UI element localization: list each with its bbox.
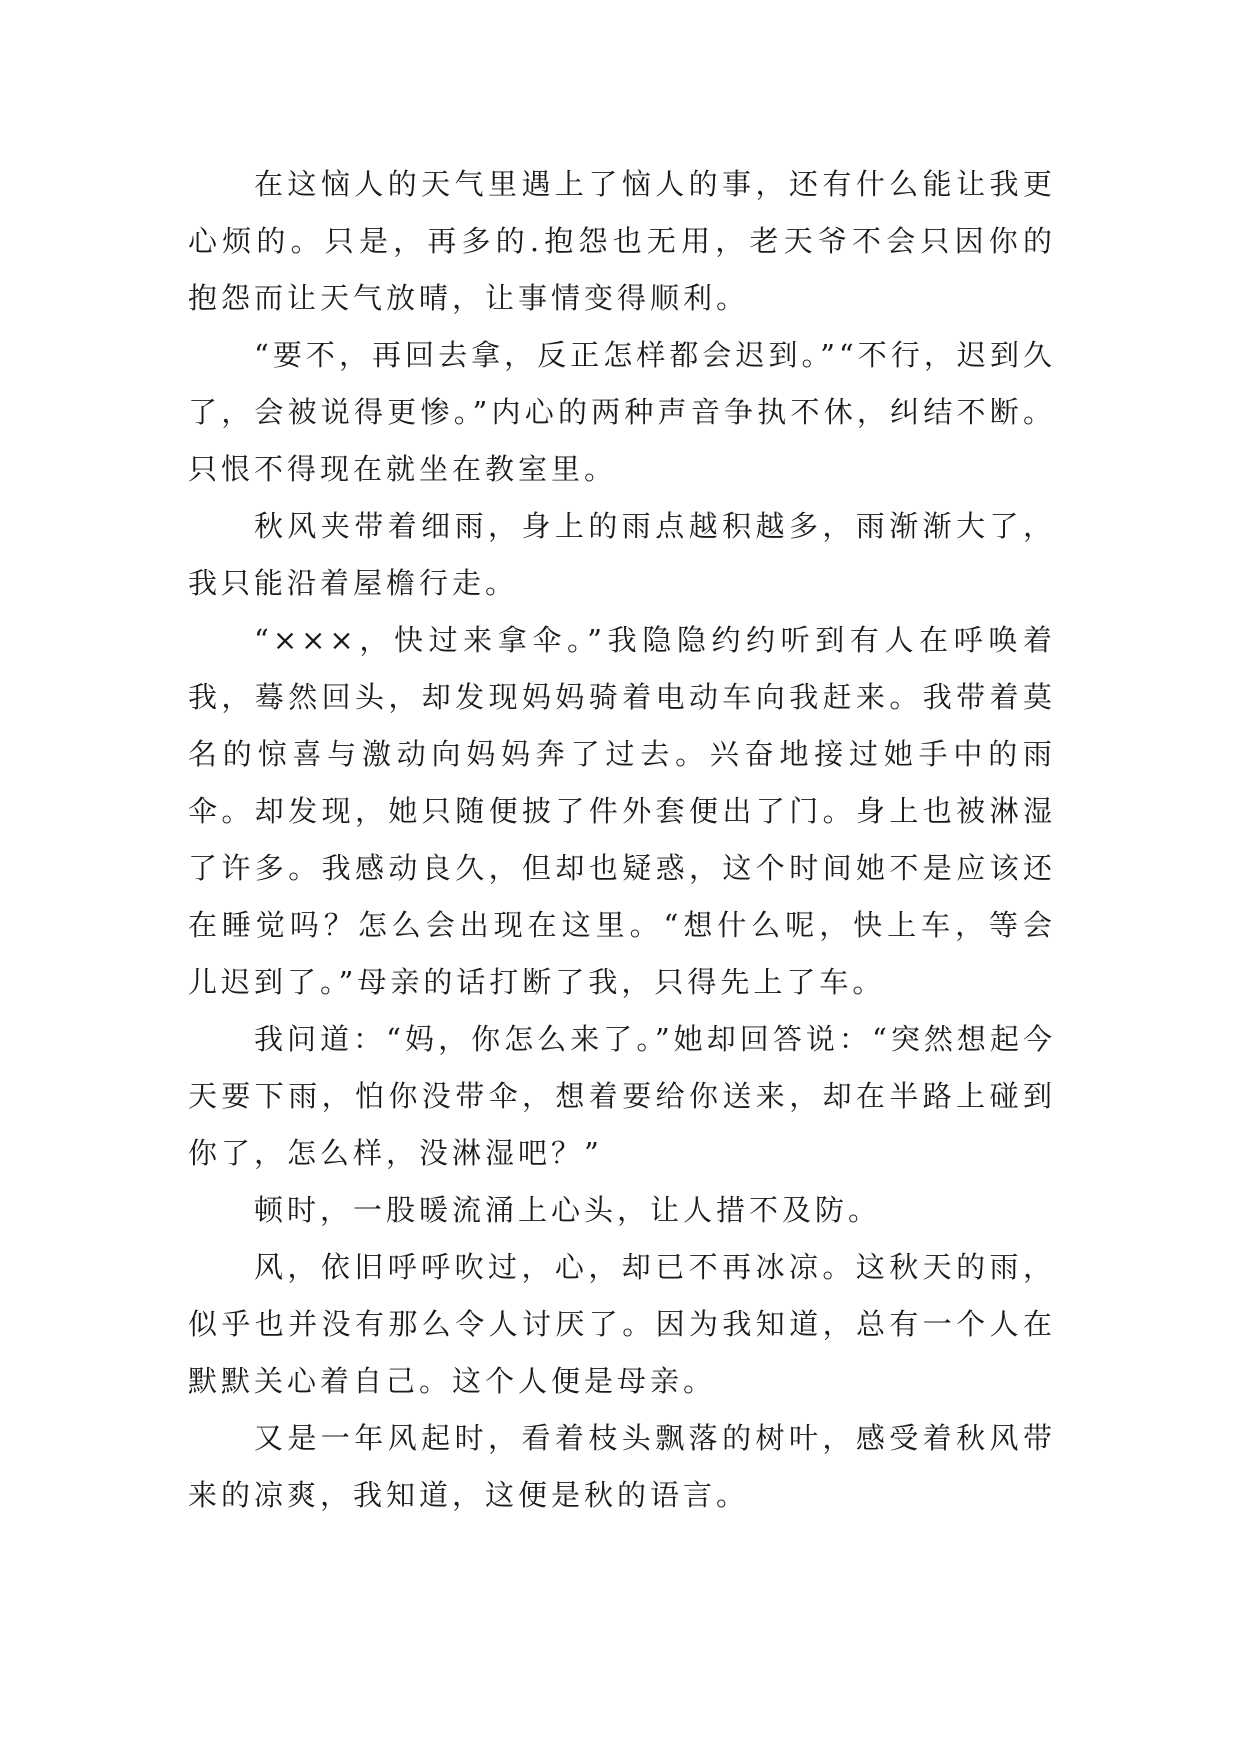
- paragraph-2: “要不，再回去拿，反正怎样都会迟到。”“不行，迟到久了，会被说得更惨。”内心的两种声音争执不休，纠结不断。只恨不得现在就坐在教室里。: [188, 338, 1056, 486]
- paragraph-5: 我问道：“妈，你怎么来了。”她却回答说：“突然想起今天要下雨，怕你没带伞，想着要给你送来，却在半路上碰到你了，怎么样，没淋湿吧？”: [188, 1022, 1056, 1170]
- paragraph-4: “×××，快过来拿伞。”我隐隐约约听到有人在呼唤着我，蓦然回头，却发现妈妈骑着电动车向我赶来。我带着莫名的惊喜与激动向妈妈奔了过去。兴奋地接过她手中的雨伞。却发现，她只随便披了件外套便出了门。身上也被淋湿了许多。我感动良久，但却也疑惑，这个时间她不是应该还在睡觉吗？怎么会出现在这里。“想什么呢，快上车，等会儿迟到了。”母亲的话打断了我，只得先上了车。: [188, 623, 1056, 999]
- document-body: [188, 156, 1056, 1524]
- paragraph-3: 秋风夹带着细雨，身上的雨点越积越多，雨渐渐大了，我只能沿着屋檐行走。: [188, 509, 1056, 600]
- paragraph-1: 在这恼人的天气里遇上了恼人的事，还有什么能让我更心烦的。只是，再多的.抱怨也无用，老天爷不会只因你的抱怨而让天气放晴，让事情变得顺利。: [188, 167, 1056, 315]
- paragraph-7: 风，依旧呼呼吹过，心，却已不再冰凉。这秋天的雨，似乎也并没有那么令人讨厌了。因为我知道，总有一个人在默默关心着自己。这个人便是母亲。: [188, 1250, 1056, 1398]
- paragraph-6: 顿时，一股暖流涌上心头，让人措不及防。: [254, 1193, 882, 1227]
- paragraph-8: 又是一年风起时，看着枝头飘落的树叶，感受着秋风带来的凉爽，我知道，这便是秋的语言。: [188, 1421, 1056, 1512]
